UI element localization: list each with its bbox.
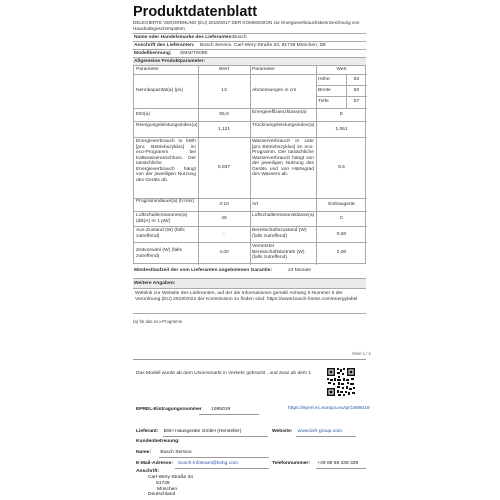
qr-code-icon <box>326 367 356 397</box>
eei-value: 55,9 <box>219 112 229 117</box>
email-row <box>136 461 238 466</box>
params-header: Allgemeine Produktparameter: <box>134 59 206 64</box>
capacity-label: Nennkapazität(a) (ps) <box>136 88 184 93</box>
depth-value: 57 <box>353 99 360 104</box>
weblink-row <box>133 288 366 314</box>
off-mode-value: - <box>223 232 225 237</box>
type-label: Art <box>252 202 259 207</box>
guarantee-value: 24 Monate <box>288 268 312 273</box>
cleaning-index-value: 1,121 <box>217 127 231 132</box>
postal-zip: 81739 <box>156 480 170 486</box>
energy-consumption-value: 0,937 <box>217 165 231 170</box>
program-duration-label: Programmdauer(a) (h:min) <box>136 199 194 204</box>
further-info-label: Weitere Angaben: <box>134 281 176 286</box>
model-value: SMI2ITS09E <box>180 51 208 56</box>
col-value-right: Wert <box>336 67 347 72</box>
phone-label: Telefonnummer: <box>272 461 310 466</box>
website-link[interactable]: www.bsh-group.com <box>297 429 342 434</box>
networked-standby-label: Vernetzter Bereitschaftsbetrieb (W) (falls zutreffend) <box>252 244 305 260</box>
eprel-number: 1995019 <box>211 407 231 412</box>
postal-city: München <box>157 486 178 492</box>
weblink-text[interactable]: Weblink zur Website des Lieferanten, auf der die Informationen gemäß Anhang II Nummer 6 der Verordnung (EU) 2019/2022 der Kommission zu finden sind: https://www.bosch-home.com/energylabel <box>135 291 358 302</box>
standby-value: 0,50 <box>336 232 347 237</box>
capacity-value: 13 <box>221 88 227 93</box>
width-value: 60 <box>353 88 360 93</box>
footnote: (a) für das eco-Programm. <box>133 319 184 324</box>
supplier-address-label: Anschrift des Lieferanten: <box>134 43 195 48</box>
height-value: 82 <box>353 77 360 82</box>
supplier-name-value: Bosch <box>233 35 247 40</box>
energy-class-label: Energieeffizienzklasse(a) <box>252 110 307 115</box>
website-label: Website: <box>272 429 293 434</box>
email-link[interactable]: bosch-infoteam@bshg.com <box>178 461 238 466</box>
market-intro: Das Modell wurde ab dem Unionsmarkt in Verkehr gebracht , und zwar ab dem 1 <box>136 371 312 376</box>
type-value: Einbaugerät <box>328 202 355 207</box>
col-parameter-right: Parameter <box>252 67 275 72</box>
delay-start-label: Zeitvorwahl (W) (falls zutreffend) <box>136 248 182 259</box>
noise-emission-value: 46 <box>221 216 227 221</box>
eei-label: EEI(a) <box>136 112 150 117</box>
supplier-label: Lieferant: <box>136 429 159 434</box>
eprel-row <box>136 407 230 412</box>
delay-start-value: 4,00 <box>219 250 229 255</box>
col-value-left: Wert <box>218 67 230 72</box>
energy-class-value: E <box>339 112 344 117</box>
model-label: Modellkennung: <box>134 51 172 56</box>
eprel-link[interactable]: https://eprel.ec.europa.eu/qr/1995019 <box>288 406 370 411</box>
contact-name-row <box>136 450 192 455</box>
postal-street: Carl-Wery-Straße 34 <box>148 475 194 480</box>
regulation-subtitle: DELEGIERTE VERORDNUNG (EU) 2019/2017 DER KOMMISSION zur Energieverbrauchskennzeichnung von Haushaltsgeschirrspülern <box>133 20 360 31</box>
dimensions-label: Abmessungen in cm <box>252 88 297 93</box>
width-label: Breite <box>318 88 331 93</box>
water-consumption-value: 9,5 <box>338 165 345 170</box>
drying-index-value: 1,061 <box>335 127 348 132</box>
supplier-row <box>136 429 241 434</box>
off-mode-label: Aus-Zustand (W) (falls zutreffend) <box>136 228 185 239</box>
depth-label: Tiefe <box>318 99 329 104</box>
eprel-label: EPREL-Eintragungsnummer <box>136 407 202 412</box>
phone-row <box>272 461 358 466</box>
supplier-name-label: Name oder Handelsmarke des Lieferanten: <box>134 35 234 40</box>
page-separator <box>133 359 366 360</box>
guarantee-row <box>133 267 366 275</box>
cleaning-index-label: Reinigungsleistungsindex(a) <box>136 123 198 128</box>
drying-index-label: Trocknungsleistungsindex(a) <box>252 123 315 128</box>
supplier-address-value: Bosch Service, Carl-Wery-Straße 34, 81739 München, DE <box>200 43 327 48</box>
phone-value: +49 89 69 339 339 <box>317 461 359 466</box>
page-title: Produktdatenblatt <box>133 4 258 20</box>
postal-address-block <box>148 475 193 498</box>
parameter-table <box>133 65 366 264</box>
energy-consumption-label: Energieverbrauch in kWh [pro Betriebszyklus] im eco-Programm bei Kaltwasseranschluss. Der tatsächliche Energieverbrauch hängt von der jeweiligen Nutzung des Geräts ab. <box>136 139 196 183</box>
noise-class-label: Luftschallemissionsklasse(a) <box>252 213 315 218</box>
program-duration-value: 4:10 <box>219 202 229 207</box>
customer-service-label: Kundenbetreuung: <box>136 439 180 444</box>
noise-class-value: C <box>339 216 344 221</box>
guarantee-label: Mindestlaufzeit der vom Lieferanten angebotenen Garantie: <box>134 268 273 273</box>
postal-country: Deutschland <box>148 492 176 498</box>
col-parameter-left: Parameter <box>136 67 159 72</box>
water-consumption-label: Wasserverbrauch in Liter [pro Betriebszyklus] im eco-Programm. Der tatsächliche Wasserverbrauch hängt von der jeweiligen Nutzung des Geräts und von Härtegrad des Wassers ab. <box>252 139 314 177</box>
contact-name-value: Bosch Service <box>160 450 192 455</box>
networked-standby-value: 2,00 <box>336 250 347 255</box>
standby-label: Bereitschaftszustand (W) (falls zutreffend) <box>252 228 307 239</box>
postal-address-label: Anschrift: <box>136 469 160 474</box>
page-number: Seite 1 / 2 <box>352 351 371 356</box>
contact-name-label: Name: <box>136 450 151 455</box>
supplier-value: BSH Hausgeräte GmbH (Hersteller) <box>163 429 242 434</box>
email-label: E-Mail-Adresse: <box>136 461 173 466</box>
noise-emission-label: Luftschallemissionen(a) (dB(A) re 1 pW) <box>136 213 188 224</box>
further-info-row <box>133 278 366 288</box>
height-label: Höhe <box>318 77 330 82</box>
website-row <box>272 429 342 434</box>
